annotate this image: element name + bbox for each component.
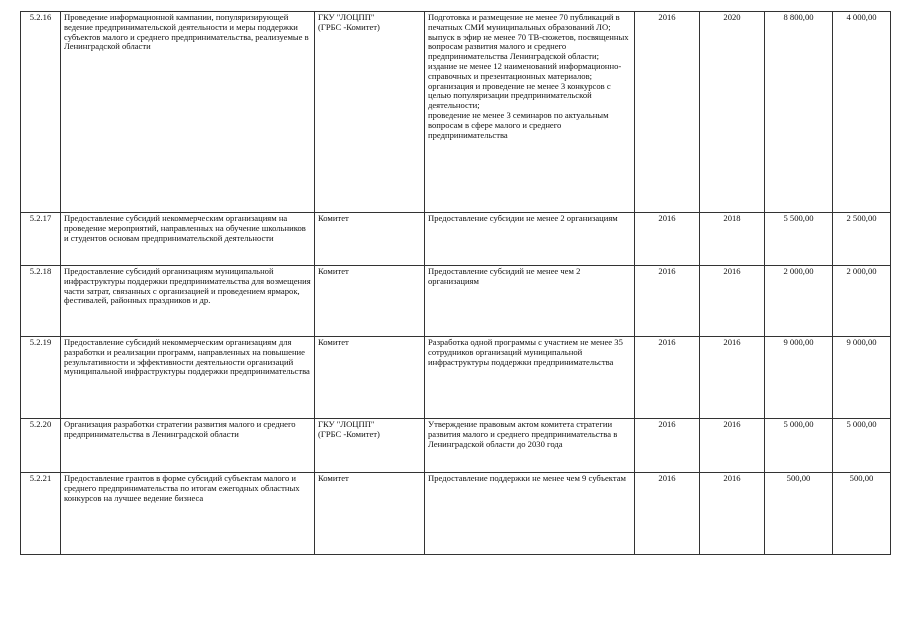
executor-cell: ГКУ "ЛОЦПП" (ГРБС -Комитет) bbox=[315, 419, 425, 473]
table-row bbox=[21, 12, 891, 213]
amount-cell: 9 000,00 bbox=[833, 337, 891, 419]
table-row bbox=[21, 213, 891, 266]
measure-cell: Организация разработки стратегии развития малого и среднего предпринимательства в Ленинградской области bbox=[61, 419, 315, 473]
amount-cell: 500,00 bbox=[833, 473, 891, 555]
start-year-cell: 2016 bbox=[635, 12, 700, 213]
row-number: 5.2.20 bbox=[21, 419, 61, 473]
measure-cell: Предоставление грантов в форме субсидий субъектам малого и среднего предпринимательства по итогам ежегодных областных конкурсов на лучшее ведение бизнеса bbox=[61, 473, 315, 555]
end-year-cell: 2016 bbox=[700, 419, 765, 473]
table-row bbox=[21, 473, 891, 555]
end-year-cell: 2018 bbox=[700, 213, 765, 266]
measure-cell: Предоставление субсидий некоммерческим организациям на проведение мероприятий, направленных на обучение школьников и студентов основам предпринимательской деятельности bbox=[61, 213, 315, 266]
total-amount-cell: 5 500,00 bbox=[765, 213, 833, 266]
table-row bbox=[21, 266, 891, 337]
start-year-cell: 2016 bbox=[635, 337, 700, 419]
result-cell: Предоставление субсидии не менее 2 организациям bbox=[425, 213, 635, 266]
measure-cell: Предоставление субсидий некоммерческим организациям для разработки и реализации программ, направленных на повышение результативности и эффективности деятельности организаций муниципальной инфраструктуры поддержки предпринимательства bbox=[61, 337, 315, 419]
end-year-cell: 2016 bbox=[700, 337, 765, 419]
program-table bbox=[20, 11, 891, 555]
result-cell: Предоставление поддержки не менее чем 9 субъектам bbox=[425, 473, 635, 555]
result-cell: Разработка одной программы с участием не менее 35 сотрудников организаций муниципальной инфраструктуры поддержки предпринимательства bbox=[425, 337, 635, 419]
executor-cell: Комитет bbox=[315, 266, 425, 337]
start-year-cell: 2016 bbox=[635, 266, 700, 337]
start-year-cell: 2016 bbox=[635, 473, 700, 555]
end-year-cell: 2016 bbox=[700, 266, 765, 337]
total-amount-cell: 9 000,00 bbox=[765, 337, 833, 419]
row-number: 5.2.16 bbox=[21, 12, 61, 213]
start-year-cell: 2016 bbox=[635, 419, 700, 473]
total-amount-cell: 2 000,00 bbox=[765, 266, 833, 337]
table-row bbox=[21, 337, 891, 419]
table-row bbox=[21, 419, 891, 473]
amount-cell: 2 500,00 bbox=[833, 213, 891, 266]
result-cell: Предоставление субсидий не менее чем 2 организациям bbox=[425, 266, 635, 337]
executor-cell: Комитет bbox=[315, 473, 425, 555]
amount-cell: 4 000,00 bbox=[833, 12, 891, 213]
start-year-cell: 2016 bbox=[635, 213, 700, 266]
total-amount-cell: 8 800,00 bbox=[765, 12, 833, 213]
measure-cell: Проведение информационной кампании, популяризирующей ведение предпринимательской деятельности и меры поддержки субъектов малого и среднего предпринимательства, реализуемые в Ленинградской области bbox=[61, 12, 315, 213]
row-number: 5.2.17 bbox=[21, 213, 61, 266]
executor-cell: ГКУ "ЛОЦПП" (ГРБС -Комитет) bbox=[315, 12, 425, 213]
executor-cell: Комитет bbox=[315, 213, 425, 266]
end-year-cell: 2016 bbox=[700, 473, 765, 555]
row-number: 5.2.21 bbox=[21, 473, 61, 555]
total-amount-cell: 5 000,00 bbox=[765, 419, 833, 473]
row-number: 5.2.18 bbox=[21, 266, 61, 337]
measure-cell: Предоставление субсидий организациям муниципальной инфраструктуры поддержки предпринимательства для возмещения части затрат, связанных с организацией и проведением ярмарок, фестивалей, районных праздников и др. bbox=[61, 266, 315, 337]
total-amount-cell: 500,00 bbox=[765, 473, 833, 555]
executor-cell: Комитет bbox=[315, 337, 425, 419]
end-year-cell: 2020 bbox=[700, 12, 765, 213]
amount-cell: 2 000,00 bbox=[833, 266, 891, 337]
row-number: 5.2.19 bbox=[21, 337, 61, 419]
result-cell: Подготовка и размещение не менее 70 публикаций в печатных СМИ муниципальных образований ЛО; выпуск в эфир не менее 70 ТВ-сюжетов, посвященных вопросам развития малого и среднего предпринимательства Ленинградской области; издание не менее 12 наименований информационно-справочных и презентационных материалов; организация и проведение не менее 3 конкурсов с целью популяризации предпринимательской деятельности; проведение не менее 3 семинаров по актуальным вопросам в сфере малого и среднего предпринимательства bbox=[425, 12, 635, 213]
amount-cell: 5 000,00 bbox=[833, 419, 891, 473]
result-cell: Утверждение правовым актом комитета стратегии развития малого и среднего предпринимательства в Ленинградской области до 2030 года bbox=[425, 419, 635, 473]
